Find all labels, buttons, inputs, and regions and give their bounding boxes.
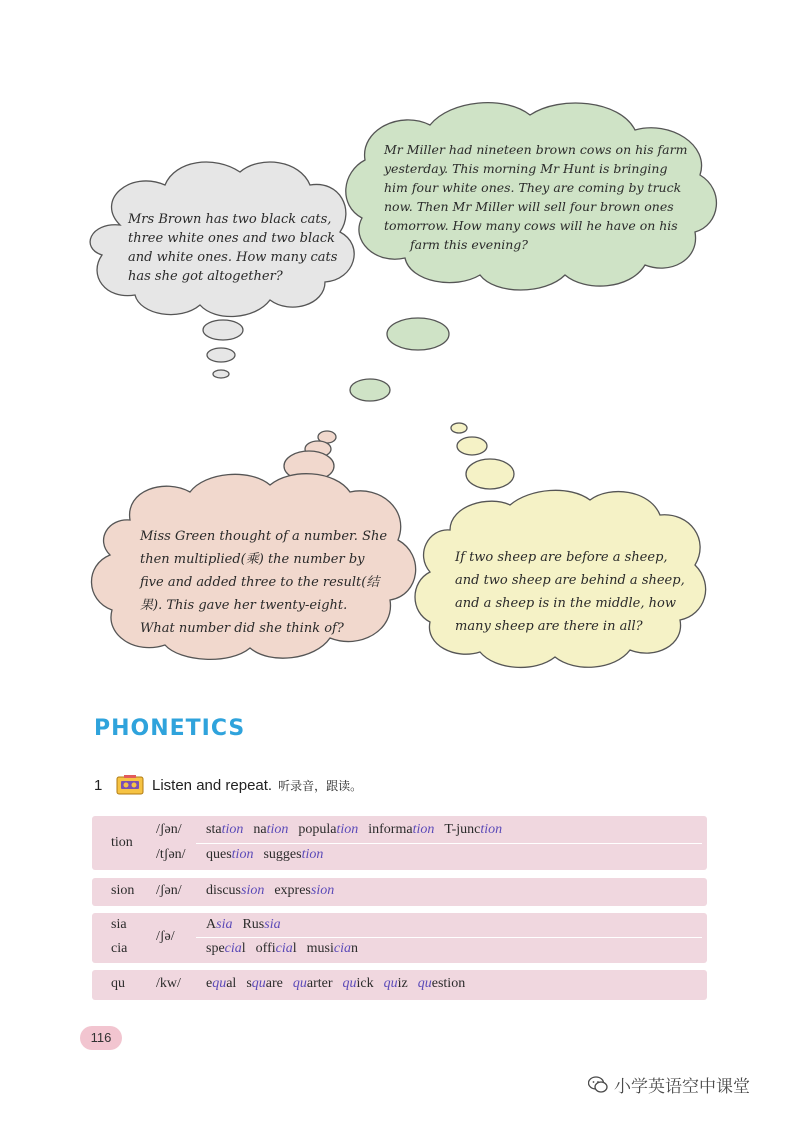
cloud-line: and white ones. How many cats: [128, 250, 338, 265]
example-words: [206, 941, 368, 957]
section-heading: PHONETICS: [94, 716, 246, 741]
example-word: suggestion: [263, 847, 324, 862]
wechat-icon: [588, 1076, 608, 1094]
cloud-line: Miss Green thought of a number. She: [140, 529, 388, 544]
example-word: Russia: [242, 917, 281, 932]
example-word: quarter: [292, 976, 333, 991]
ipa-symbol: /ʃən/: [156, 822, 182, 837]
example-words: [206, 917, 291, 933]
ipa-symbol: /tʃən/: [156, 847, 186, 862]
watermark-text: 小学英语空中课堂: [614, 1077, 750, 1097]
phonetics-row-tion: [92, 816, 707, 870]
letter-group: sia: [111, 917, 127, 932]
cloud-line: five and added three to the result(结: [140, 575, 380, 590]
example-word: expression: [274, 883, 335, 898]
instruction-text-chinese: 听录音，跟读。: [278, 778, 363, 793]
letter-group: cia: [111, 941, 128, 956]
audio-cassette-icon[interactable]: [116, 774, 144, 796]
letter-group: sion: [111, 883, 135, 898]
example-word: Asia: [206, 917, 233, 932]
cloud-line: Mr Miller had nineteen brown cows on his farm: [384, 142, 688, 157]
watermark: [588, 1072, 750, 1097]
example-word: equal: [206, 976, 237, 991]
phonetics-row-sion: [92, 878, 707, 906]
example-words: [206, 822, 512, 838]
phonetics-row-sia-cia: [92, 913, 707, 963]
ipa-symbol: /ʃən/: [156, 883, 182, 898]
example-word: information: [368, 822, 435, 837]
cloud-line: yesterday. This morning Mr Hunt is bringing: [384, 161, 668, 176]
cloud-line: farm this evening?: [410, 237, 528, 252]
example-word: musician: [306, 941, 358, 956]
instruction-text: Listen and repeat.: [152, 776, 273, 794]
cloud-line: him four white ones. They are coming by truck: [384, 180, 682, 195]
cloud-line: If two sheep are before a sheep,: [455, 550, 668, 565]
cloud-line: three white ones and two black: [128, 231, 336, 246]
example-word: discussion: [206, 883, 265, 898]
letter-group: qu: [111, 976, 125, 991]
phonetics-row-qu: [92, 970, 707, 1000]
letter-group: tion: [111, 835, 133, 850]
cloud-line: now. Then Mr Miller will sell four brown ones: [384, 199, 674, 214]
gray-cloud-text: [128, 210, 337, 286]
row-divider: [196, 937, 702, 938]
example-word: station: [206, 822, 244, 837]
example-words: [206, 847, 333, 863]
ipa-symbol: /kw/: [156, 976, 181, 991]
example-word: population: [298, 822, 359, 837]
example-word: official: [255, 941, 297, 956]
example-word: nation: [253, 822, 289, 837]
example-word: special: [206, 941, 246, 956]
example-word: quick: [342, 976, 374, 991]
example-words: [206, 883, 344, 899]
cloud-line: many sheep are there in all?: [455, 619, 643, 634]
cloud-line: tomorrow. How many cows will he have on his: [384, 218, 678, 233]
cloud-line: and two sheep are behind a sheep,: [455, 573, 685, 588]
cloud-line: has she got altogether?: [128, 269, 283, 284]
pink-cloud-text: [140, 525, 387, 640]
example-words: [206, 976, 475, 992]
page-number: 116: [80, 1026, 122, 1050]
cloud-line: 果). This gave her twenty-eight.: [140, 598, 348, 613]
green-cloud-text: [384, 140, 687, 254]
row-divider: [196, 843, 702, 844]
cloud-line: What number did she think of?: [140, 621, 344, 636]
example-word: T-junction: [444, 822, 503, 837]
cloud-line: and a sheep is in the middle, how: [455, 596, 676, 611]
cloud-line: then multiplied(乘) the number by: [140, 552, 365, 567]
ipa-symbol: /ʃə/: [156, 929, 175, 944]
exercise-instruction: [94, 772, 362, 798]
yellow-cloud-text: [455, 546, 685, 638]
exercise-number: 1: [94, 776, 103, 794]
example-word: question: [206, 847, 254, 862]
example-word: quiz: [383, 976, 408, 991]
cloud-line: Mrs Brown has two black cats,: [128, 212, 332, 227]
example-word: question: [417, 976, 466, 991]
example-word: square: [246, 976, 283, 991]
